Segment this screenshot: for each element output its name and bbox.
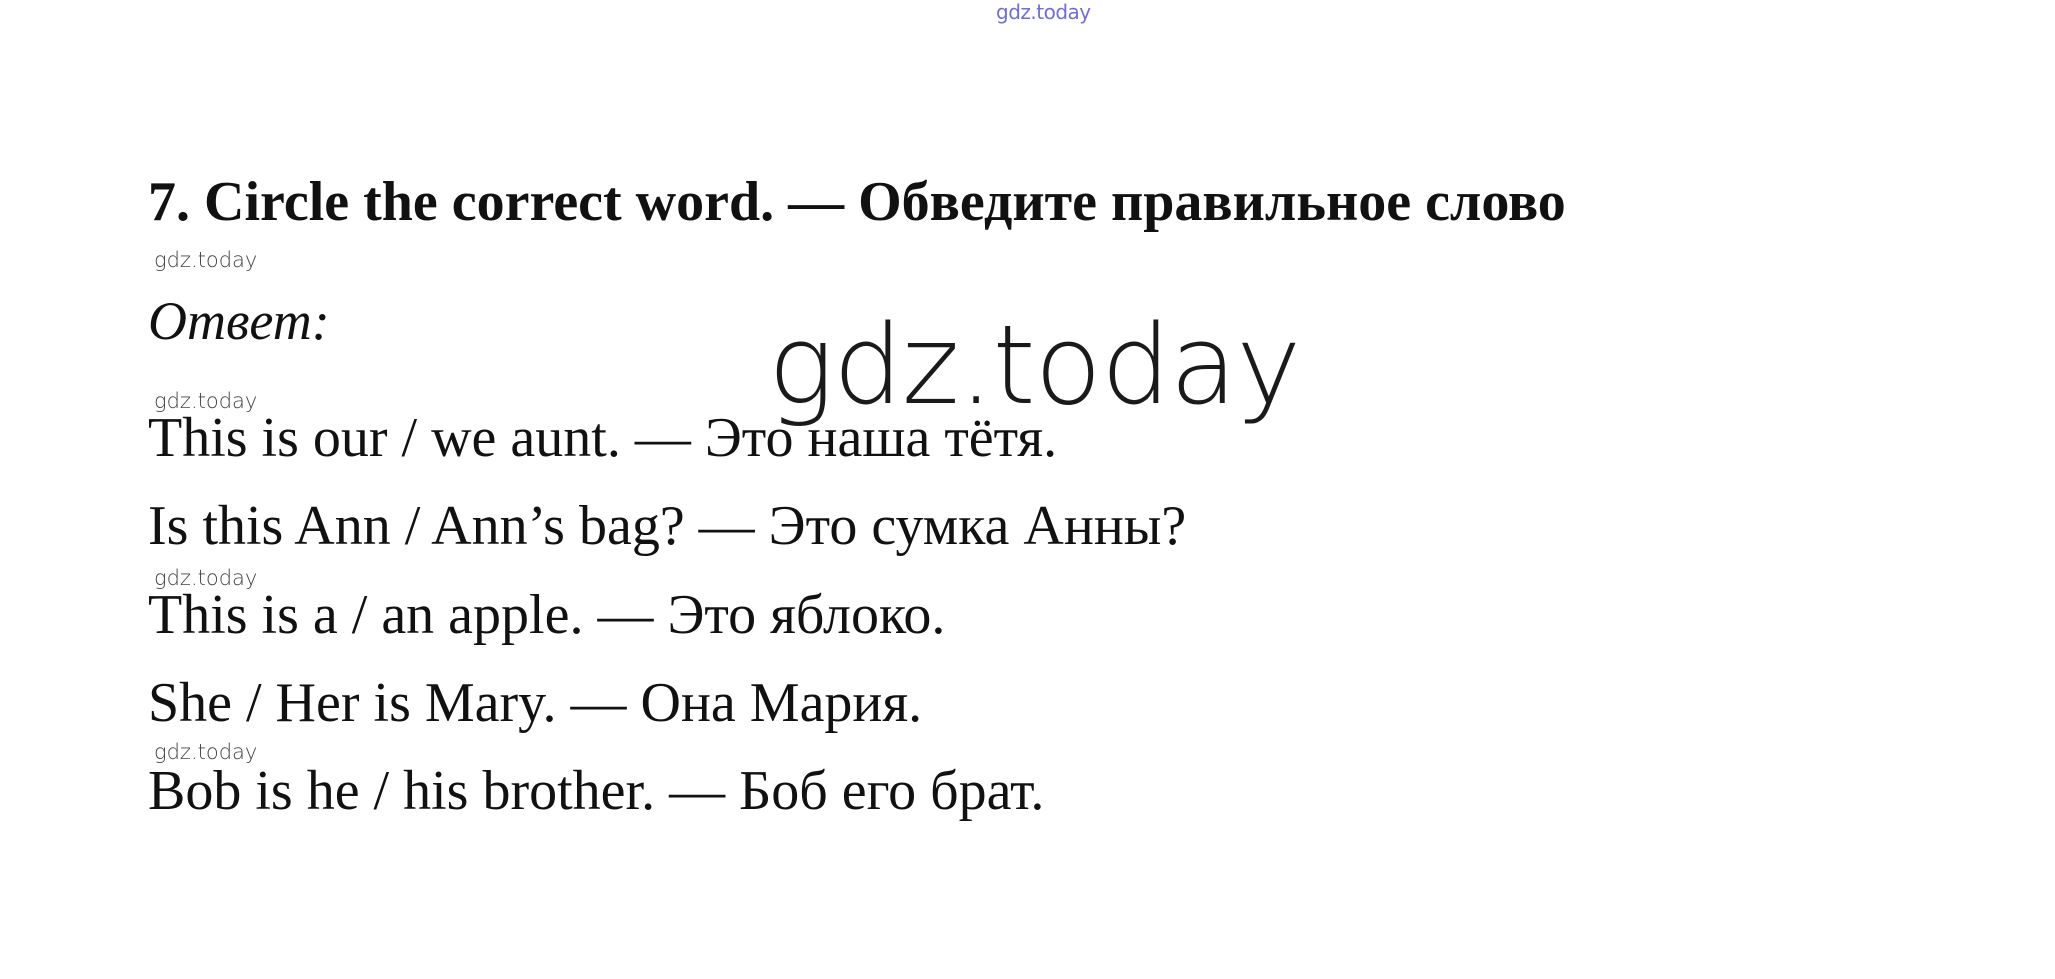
watermark-big: gdz.today [768, 301, 1301, 429]
watermark-small-4: gdz.today [154, 740, 258, 764]
answer-line-1: This is our / we aunt. — Это наша тётя. [148, 407, 1058, 469]
watermark-top: gdz.today [996, 0, 1091, 24]
watermark-small-1: gdz.today [154, 248, 258, 272]
answer-line-3: This is a / an apple. — Это яблоко. [148, 584, 946, 646]
watermark-small-3: gdz.today [154, 566, 258, 590]
answer-line-4: She / Her is Mary. — Она Мария. [148, 672, 923, 734]
exercise-title: 7. Circle the correct word. — Обведите правильное слово [148, 171, 1566, 233]
answer-label: Ответ: [148, 291, 330, 351]
answer-line-5: Bob is he / his brother. — Боб его брат. [148, 760, 1045, 822]
watermark-small-2: gdz.today [154, 389, 258, 413]
answer-line-2: Is this Ann / Ann’s bag? — Это сумка Анны? [148, 495, 1187, 557]
